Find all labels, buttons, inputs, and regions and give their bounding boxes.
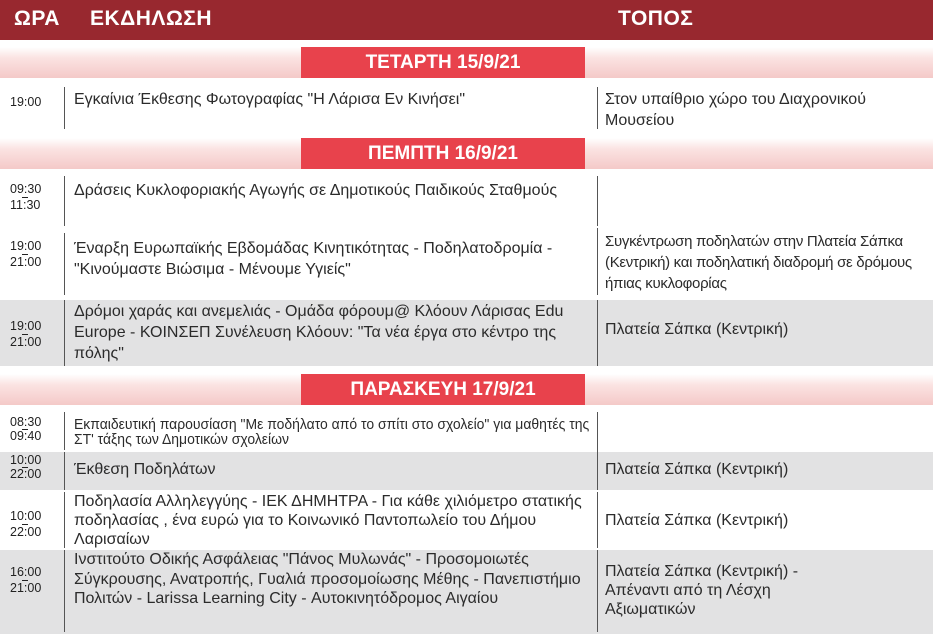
time-end: 21:00 (10, 335, 42, 350)
event-text: Δράσεις Κυκλοφοριακής Αγωγής σε Δημοτικούς Παιδικούς Σταθμούς (74, 182, 558, 199)
table-row (0, 550, 933, 634)
time-range (10, 183, 41, 212)
time-end: 22:00 (10, 525, 42, 540)
day-band-friday (0, 374, 933, 405)
time-dash (22, 254, 28, 255)
time-end: 09:40 (10, 429, 42, 444)
event-text: Εκπαιδευτική παρουσίαση "Με ποδήλατο από το σπίτι στο σχολείο" για μαθητές της ΣΤ' τάξης των Δημοτικών σχολείων (74, 416, 590, 448)
time-end: 21:00 (10, 581, 42, 596)
table-row (0, 80, 933, 130)
divider (597, 492, 598, 548)
divider (64, 492, 65, 548)
header-event: ΕΚΔΗΛΩΣΗ (90, 7, 213, 30)
divider (597, 87, 598, 129)
event-text: Έκθεση Ποδηλάτων (74, 461, 216, 478)
place-text: Στον υπαίθριο χώρο του Διαχρονικού Μουσείου (605, 91, 866, 129)
time-range (10, 320, 41, 349)
time-end: 22:00 (10, 467, 42, 482)
time-dash (22, 334, 28, 335)
time-range (10, 240, 41, 269)
table-row (0, 228, 933, 300)
divider (64, 87, 65, 129)
time-start: 09:30 (10, 182, 42, 196)
time-start: 19:00 (10, 95, 42, 109)
time-start: 10:00 (10, 453, 42, 467)
divider (597, 300, 598, 366)
time-range (10, 454, 41, 481)
divider (597, 550, 598, 632)
header-time: ΩΡΑ (14, 7, 60, 30)
time-start: 08:30 (10, 415, 42, 429)
time-dash (22, 524, 28, 525)
table-header (0, 0, 933, 40)
event-text: Εγκαίνια Έκθεσης Φωτογραφίας "Η Λάρισα Εν Κινήσει" (74, 91, 465, 108)
divider (64, 300, 65, 366)
day-label: ΤΕΤΑΡΤΗ 15/9/21 (301, 47, 585, 78)
divider (64, 176, 65, 226)
place-text: Πλατεία Σάπκα (Κεντρική) (605, 461, 789, 478)
divider (597, 176, 598, 226)
divider (64, 550, 65, 632)
divider (64, 412, 65, 450)
time-range (10, 566, 41, 595)
time-end: 11:30 (10, 198, 41, 213)
place-text: Πλατεία Σάπκα (Κεντρική) - Απέναντι από τη Λέσχη Αξιωματικών (605, 563, 799, 618)
place-text: Πλατεία Σάπκα (Κεντρική) (605, 321, 789, 338)
time-range (10, 510, 41, 539)
event-text: Έναρξη Ευρωπαϊκής Εβδομάδας Κινητικότητας - Ποδηλατοδρομία - "Κινούμαστε Βιώσιμα - Μένουμε Υγιείς" (74, 240, 553, 278)
divider (597, 412, 598, 452)
day-label: ΠΑΡΑΣΚΕΥΗ 17/9/21 (301, 374, 585, 405)
time-dash (22, 429, 28, 430)
table-row (0, 452, 933, 490)
event-text: Ινστιτούτο Οδικής Ασφάλειας "Πάνος Μυλωνάς" - Προσομοιωτές Σύγκρουσης, Ανατροπής, Γυαλιά προσομοίωσης Μέθης - Πανεπιστήμιο Πολιτών - Larissa Learning City - Αυτοκινητόδρομος Αιγαίου (74, 551, 581, 607)
table-row (0, 410, 933, 452)
day-band-wednesday (0, 47, 933, 78)
time-start: 19:00 (10, 239, 42, 253)
time-dash (22, 467, 28, 468)
table-row (0, 173, 933, 228)
event-text: Δρόμοι χαράς και ανεμελιάς - Ομάδα φόρουμ@ Κλόουν Λάρισας Edu Europe - ΚΟΙΝΣΕΠ Συνέλευση Κλόουν: "Τα νέα έργα στο κέντρο της πόλης" (74, 303, 564, 362)
divider (64, 233, 65, 295)
day-label: ΠΕΜΠΤΗ 16/9/21 (301, 138, 585, 169)
time-dash (22, 580, 28, 581)
divider (597, 228, 598, 295)
divider (597, 452, 598, 490)
time-start: 10:00 (10, 509, 42, 523)
time-start: 19:00 (10, 319, 42, 333)
day-band-thursday (0, 138, 933, 169)
time-dash (22, 197, 28, 198)
time-start: 16:00 (10, 565, 42, 579)
table-row (0, 490, 933, 550)
time-range (10, 416, 41, 443)
event-text: Ποδηλασία Αλληλεγγύης - ΙΕΚ ΔΗΜΗΤΡΑ - Για κάθε χιλιόμετρο στατικής ποδηλασίας , ένα ευρώ για το Κοινωνικό Παντοπωλείο του Δήμου Λαρισαίων (74, 493, 582, 548)
table-row (0, 300, 933, 366)
place-text: Συγκέντρωση ποδηλατών στην Πλατεία Σάπκα (Κεντρική) και ποδηλατική διαδρομή σε δρόμους ήπιας κυκλοφορίας (605, 233, 912, 292)
divider (64, 452, 65, 490)
place-text: Πλατεία Σάπκα (Κεντρική) (605, 512, 789, 529)
time-end: 21:00 (10, 255, 42, 270)
header-place: ΤΟΠΟΣ (618, 7, 694, 30)
